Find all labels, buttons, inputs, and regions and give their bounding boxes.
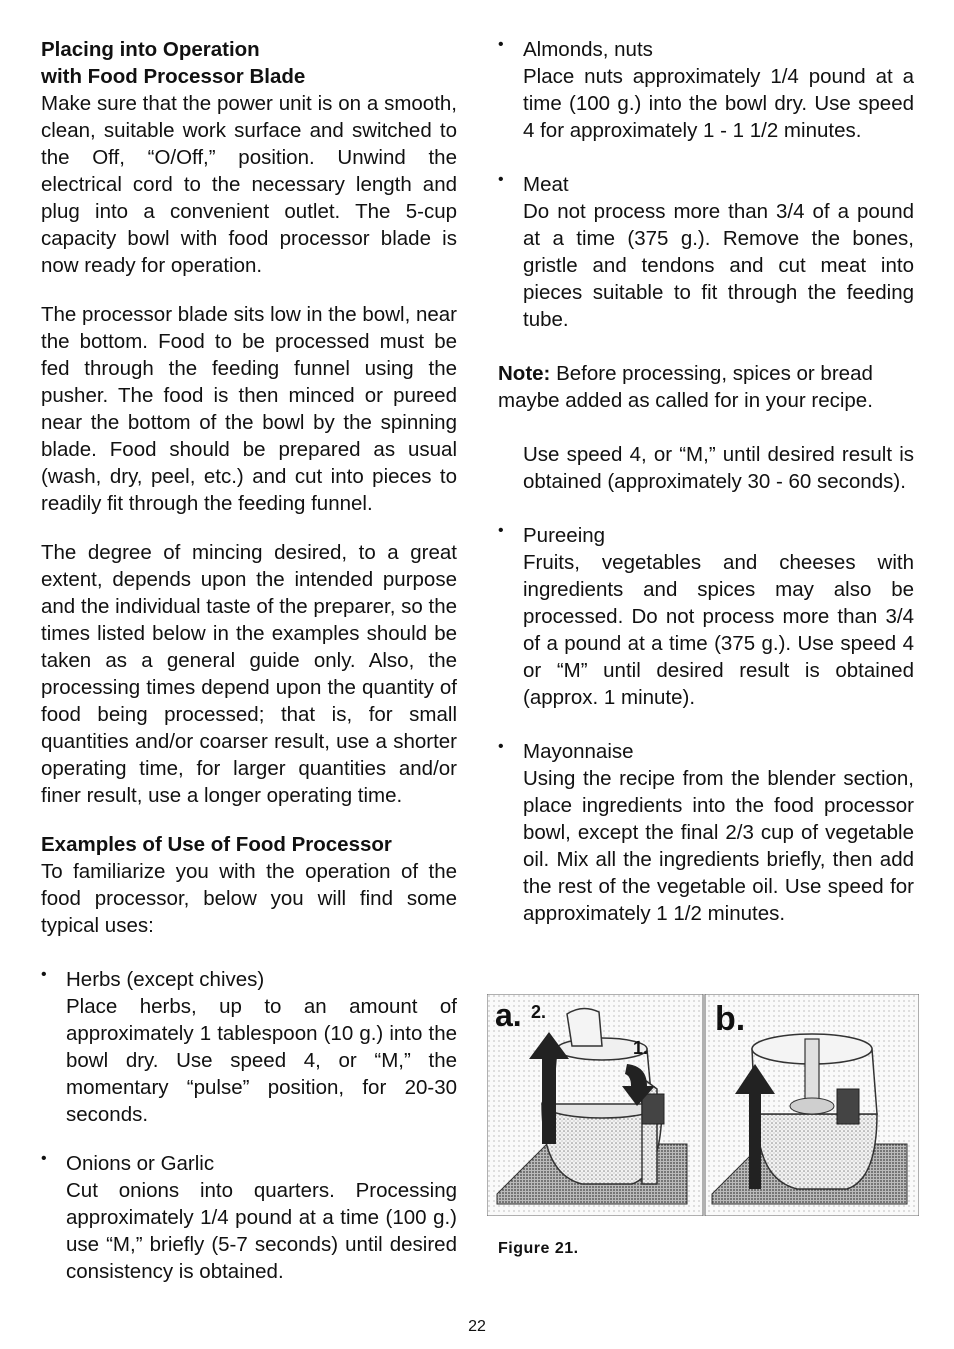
bullet-marker: •: [41, 966, 47, 983]
list-item-text: Place nuts approximately 1/4 pound at a time (100 g.) into the bowl dry. Use speed 4 for approximately 1 - 1 1/2 minutes.: [523, 65, 914, 142]
list-item-meat: [498, 171, 914, 333]
list-item-title: Almonds, nuts: [523, 38, 653, 61]
list-item-mayonnaise: [498, 738, 914, 927]
note-paragraph: [498, 360, 914, 414]
figure-panel-a-label: a.: [495, 997, 522, 1033]
bullet-marker: •: [41, 1150, 47, 1167]
list-item-onions-garlic: [41, 1150, 457, 1285]
figure-caption: Figure 21.: [498, 1240, 579, 1257]
bullet-marker: •: [498, 36, 504, 53]
list-item-herbs: [41, 966, 457, 1128]
list-item-title: Pureeing: [523, 524, 606, 547]
paragraph-setup: Make sure that the power unit is on a smooth, clean, suitable work surface and switched to the Off, “O/Off,” position. Unwind the electrical cord to the necessary length and plug into a convenient outlet. The 5-cup capacity bowl with food processor blade is now ready for operation.: [41, 92, 457, 277]
bullet-marker: •: [498, 171, 504, 188]
bullet-marker: •: [498, 522, 504, 539]
heading-placing-into-operation: Placing into Operation with Food Processor Blade: [41, 38, 306, 88]
right-column: [498, 36, 914, 927]
list-item-text: Do not process more than 3/4 of a pound at a time (375 g.). Remove the bones, gristle and tendons and cut meat into pieces suitable to fit through the feeding tube.: [523, 200, 914, 331]
figure-step-1-label: 1.: [633, 1038, 649, 1058]
list-item-text: Cut onions into quarters. Processing approximately 1/4 pound at a time (100 g.) use “M,” briefly (5-7 seconds) until desired consistency is obtained.: [66, 1179, 457, 1283]
figure-panel-b-label: b.: [715, 1000, 746, 1038]
list-item-title: Mayonnaise: [523, 740, 634, 763]
left-column: [41, 36, 457, 1285]
figure-step-2-label: 2.: [531, 1002, 547, 1022]
list-item-pureeing: [498, 522, 914, 711]
list-item-title: Herbs (except chives): [66, 968, 265, 991]
list-item-text: Place herbs, up to an amount of approximately 1 tablespoon (10 g.) into the bowl dry. Use speed 4, or “M,” the momentary “pulse” position, for 20-30 seconds.: [66, 995, 457, 1126]
heading-examples-of-use: Examples of Use of Food Processor: [41, 833, 392, 856]
list-item-almonds-nuts: [498, 36, 914, 144]
figure-panel-b: [705, 994, 919, 1216]
paragraph-processor-blade: The processor blade sits low in the bowl, near the bottom. Food to be processed must be fed through the feeding funnel using the pusher. The food is then minced or pureed near the bottom of the bowl by the spinning blade. Food should be prepared as usual (wash, dry, peel, etc.) and cut into pieces to readily fit through the feeding funnel.: [41, 303, 457, 515]
speed-instruction: Use speed 4, or “M,” until desired result is obtained (approximately 30 - 60 seconds).: [523, 443, 914, 493]
figure-21-illustration: [487, 994, 919, 1216]
note-text: Before processing, spices or bread maybe added as called for in your recipe.: [498, 362, 873, 412]
paragraph-familiarize: To familiarize you with the operation of the food processor, below you will find some typical uses:: [41, 860, 457, 937]
note-label: Note:: [498, 362, 551, 385]
bullet-marker: •: [498, 738, 504, 755]
paragraph-degree-of-mincing: The degree of mincing desired, to a great extent, depends upon the intended purpose and the individual taste of the preparer, so the times listed below in the examples should be taken as a general guide only. Also, the processing times depend upon the quantity of food being processed; that is, for small quantities and/or coarser result, use a shorter operating time, for larger quantities and/or finer result, use a longer operating time.: [41, 541, 457, 807]
list-item-title: Onions or Garlic: [66, 1152, 215, 1175]
list-item-text: Fruits, vegetables and cheeses with ingredients and spices may also be processed. Do not process more than 3/4 of a pound at a time (375 g.). Use speed 4 or “M” until desired result is obtained (approx. 1 minute).: [523, 551, 914, 709]
page-number: 22: [468, 1318, 486, 1335]
list-item-title: Meat: [523, 173, 569, 196]
list-item-text: Using the recipe from the blender section, place ingredients into the food processor bowl, except the final 2/3 cup of vegetable oil. Mix all the ingredients briefly, then add the rest of the vegetable oil. Use speed for approximately 1 1/2 minutes.: [523, 767, 914, 925]
figure-panel-a: [487, 994, 703, 1216]
